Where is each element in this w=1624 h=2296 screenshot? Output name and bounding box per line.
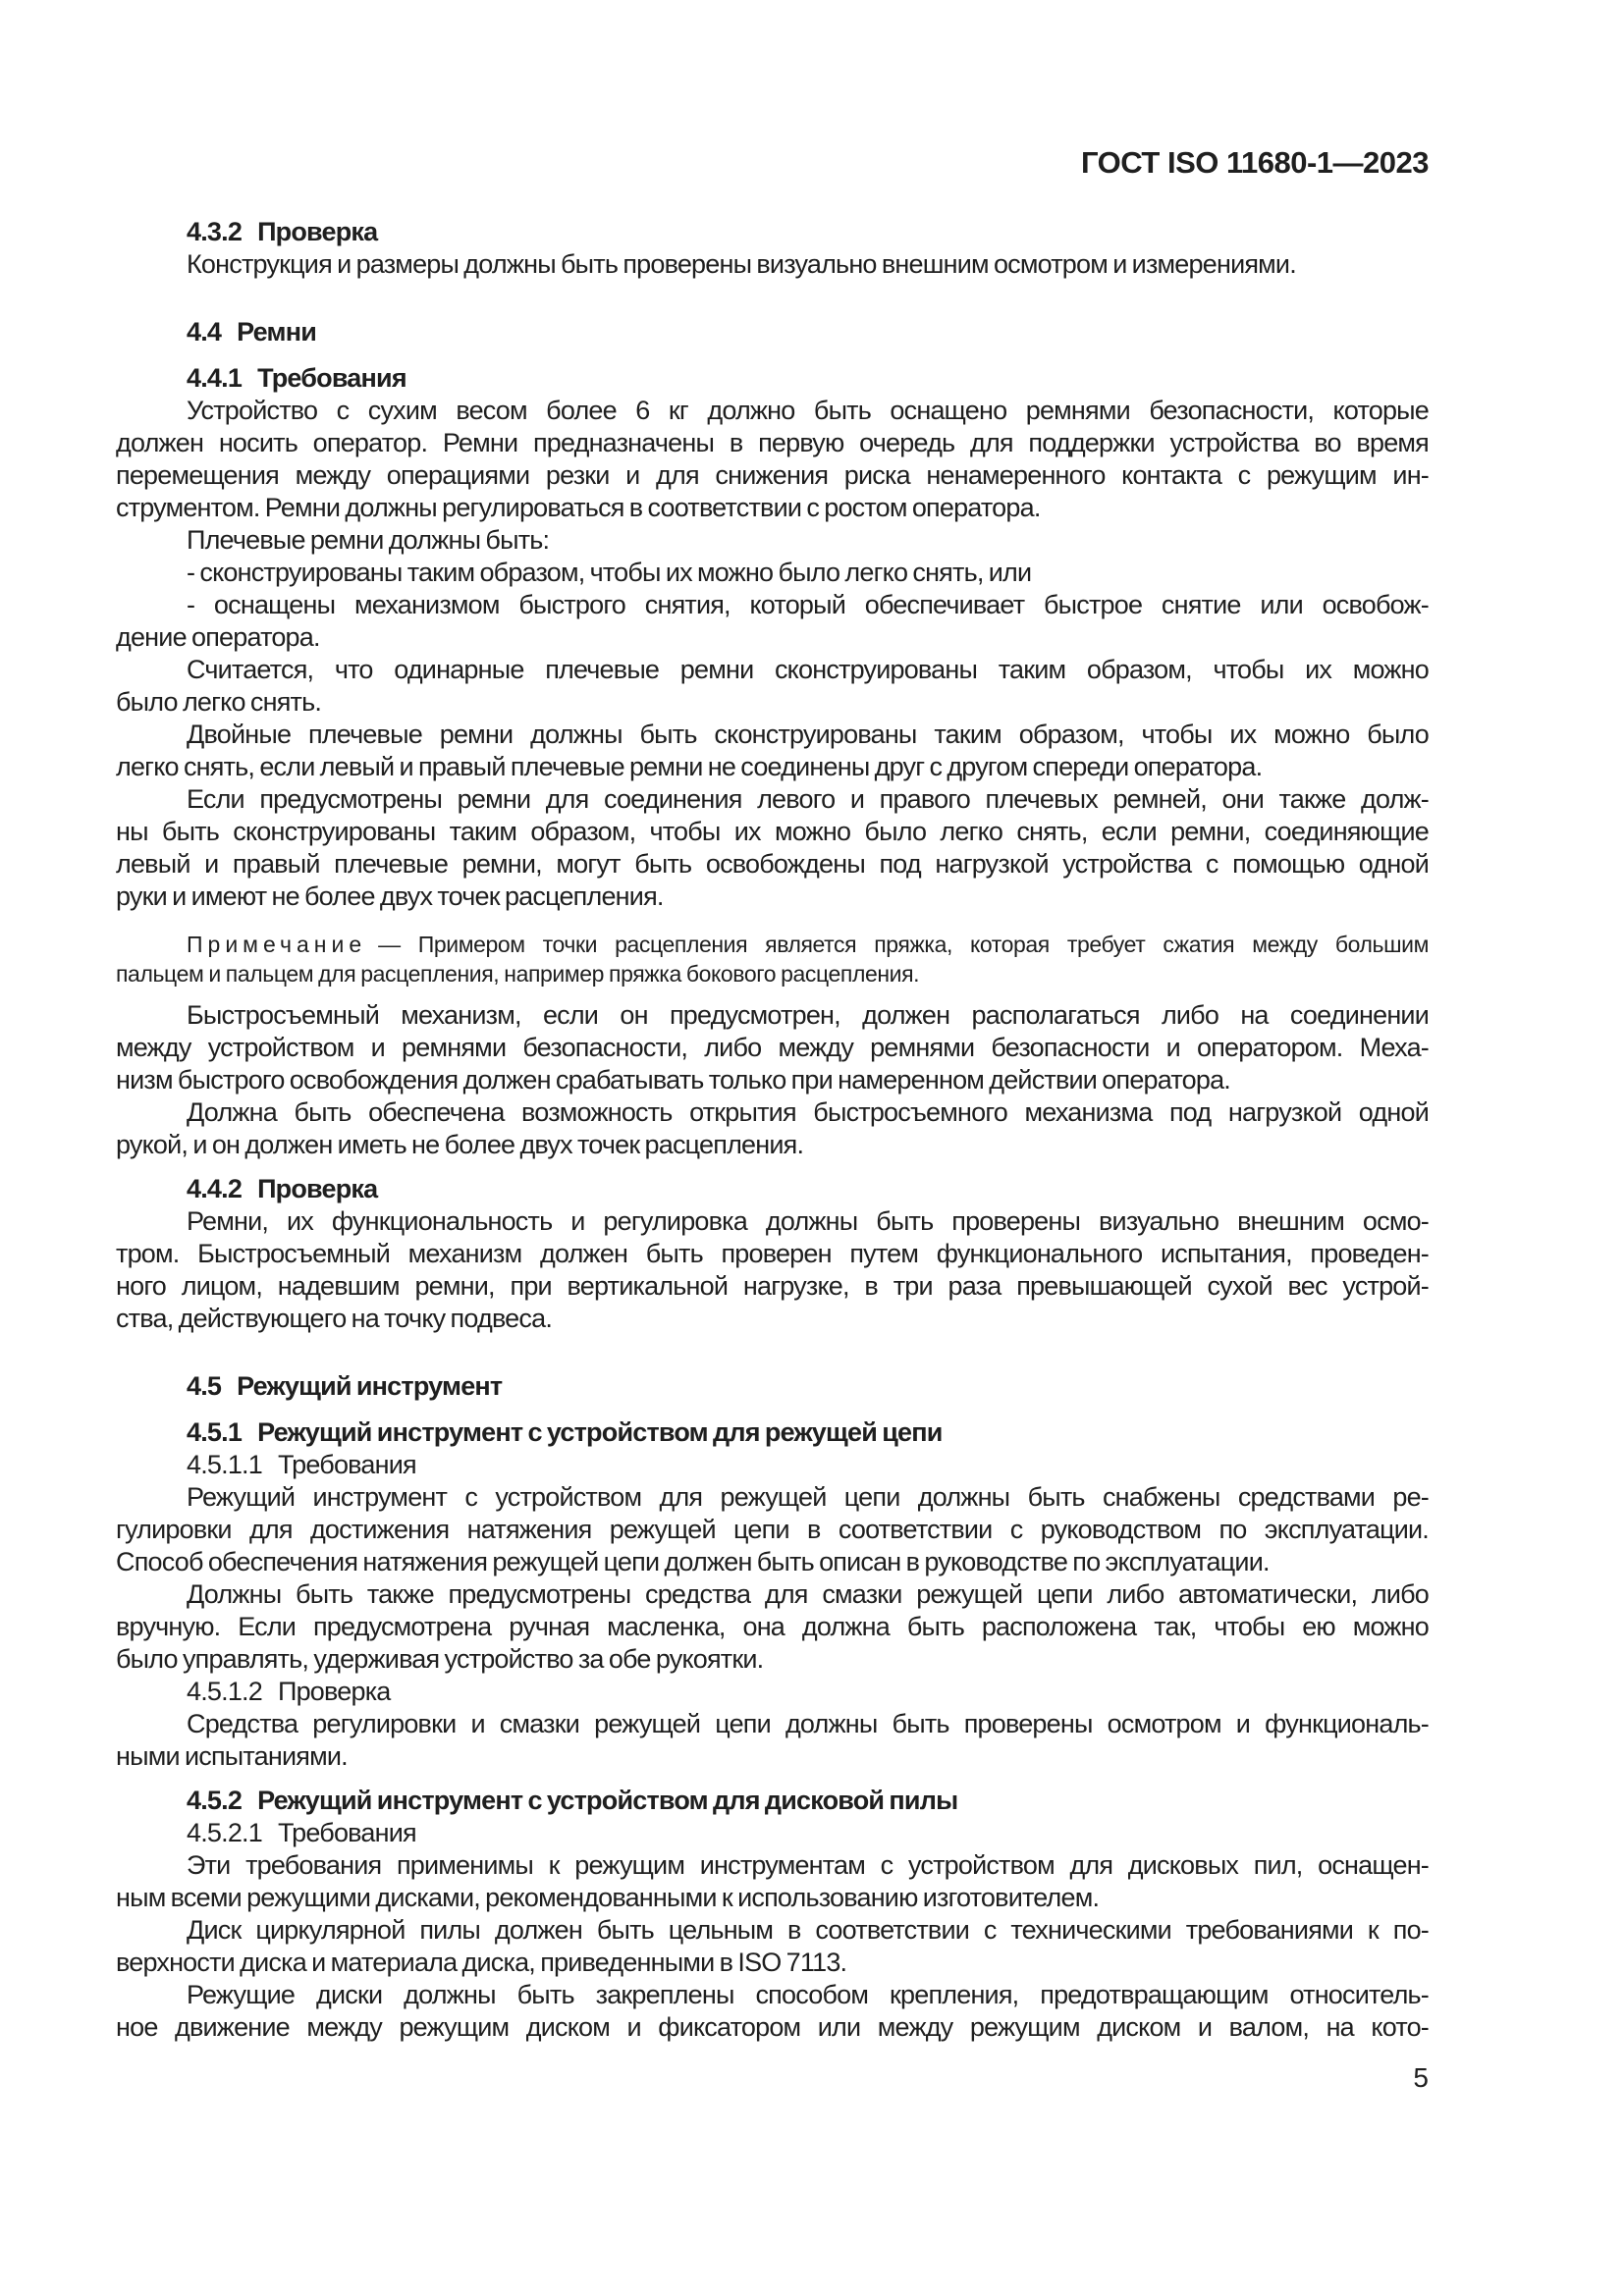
page-number: 5 [1413,2062,1429,2093]
text-line: Конструкция и размеры должны быть проверены визуально внешним осмотром и измерениями. [187,249,1296,279]
clause-number: 4.5.1.1 [187,1450,262,1479]
document-content [116,145,1429,2044]
heading-4-3-2 [116,216,1429,248]
clause-number: 4.4 [187,317,222,347]
heading-4-5-2-1 [116,1817,1429,1849]
heading-4-5-1-1 [116,1449,1429,1481]
text-line: было управлять, удерживая устройство за обе рукоятки. [116,1644,764,1674]
clause-title: Режущий инструмент с устройством для дисковой пилы [257,1786,958,1815]
paragraph [116,1914,1429,1979]
heading-4-5-2 [116,1785,1429,1817]
list-item [116,589,1429,654]
clause-title: Проверка [257,217,378,246]
heading-4-5-1 [116,1416,1429,1449]
clause-number: 4.4.2 [187,1174,243,1203]
paragraph [116,654,1429,719]
text-line: ны быть сконструированы таким образом, чтобы их можно было легко снять, если ремни, соединяющие [116,817,1429,846]
text-line: Способ обеспечения натяжения режущей цепи должен быть описан в руководстве по эксплуатации. [116,1547,1270,1576]
text-line: Средства регулировки и смазки режущей цепи должны быть проверены осмотром и функциональ- [187,1709,1429,1738]
clause-number: 4.3.2 [187,217,243,246]
paragraph [116,1205,1429,1335]
paragraph [116,395,1429,524]
paragraph [116,1849,1429,1914]
text-line: тром. Быстросъемный механизм должен быть проверен путем функционального испытания, проведен- [116,1239,1429,1268]
text-line: должен носить оператор. Ремни предназначены в первую очередь для поддержки устройства во время [116,428,1429,457]
text-line: верхности диска и материала диска, приведенными в ISO 7113. [116,1948,847,1977]
clause-number: 4.5 [187,1371,222,1401]
paragraph [116,1979,1429,2044]
text-line: Если предусмотрены ремни для соединения левого и правого плечевых ремней, они также долж- [187,784,1429,814]
text-line: дение оператора. [116,622,320,652]
heading-4-4 [116,316,1429,348]
heading-4-5-1-2 [116,1676,1429,1708]
clause-title: Проверка [277,1677,391,1706]
text-line: ное движение между режущим диском и фиксатором или между режущим диском и валом, на кото- [116,2012,1429,2042]
text-line: левый и правый плечевые ремни, могут быть освобождены под нагрузкой устройства с помощью одной [116,849,1429,879]
clause-number: 4.5.1.2 [187,1677,262,1706]
clause-title: Ремни [237,317,317,347]
text-line: низм быстрого освобождения должен срабатывать только при намеренном действии оператора. [116,1065,1230,1095]
note [116,930,1429,988]
text-line: Быстросъемный механизм, если он предусмотрен, должен располагаться либо на соединении [187,1000,1429,1030]
clause-title: Режущий инструмент с устройством для режущей цепи [257,1417,943,1447]
list-item [116,557,1429,589]
clause-title: Требования [277,1450,416,1479]
paragraph [116,719,1429,783]
paragraph [116,248,1429,281]
paragraph [116,1708,1429,1773]
heading-4-4-2 [116,1173,1429,1205]
clause-number: 4.5.1 [187,1417,243,1447]
text-line: ным всеми режущими дисками, рекомендованными к использованию изготовителем. [116,1883,1100,1912]
text-line: между устройством и ремнями безопасности, либо между ремнями безопасности и оператором. Меха- [116,1033,1429,1062]
heading-4-4-1 [116,362,1429,395]
clause-number: 4.5.2.1 [187,1818,262,1847]
text-line: легко снять, если левый и правый плечевые ремни не соединены друг с другом спереди оператора. [116,752,1263,781]
text-line: перемещения между операциями резки и для снижения риска ненамеренного контакта с режущим ин- [116,460,1429,490]
paragraph [116,999,1429,1096]
text-line: Ремни, их функциональность и регулировка должны быть проверены визуально внешним осмо- [187,1206,1429,1236]
paragraph [116,1481,1429,1578]
paragraph [116,524,1429,557]
text-line: пальцем и пальцем для расцепления, например пряжка бокового расцепления. [116,961,920,987]
text-line: было легко снять. [116,687,322,717]
text-line: Режущий инструмент с устройством для режущей цепи должны быть снабжены средствами ре- [187,1482,1429,1512]
text-line: Должна быть обеспечена возможность открытия быстросъемного механизма под нагрузкой одной [187,1097,1429,1127]
text-line: Считается, что одинарные плечевые ремни сконструированы таким образом, чтобы их можно [187,655,1429,684]
text-line: рукой, и он должен иметь не более двух точек расцепления. [116,1130,804,1159]
text-line: Режущие диски должны быть закреплены способом крепления, предотвращающим относитель- [187,1980,1429,2009]
text-line: - оснащены механизмом быстрого снятия, который обеспечивает быстрое снятие или освобож- [187,590,1429,619]
clause-title: Режущий инструмент [237,1371,503,1401]
document-body [116,216,1429,2044]
text-line: Двойные плечевые ремни должны быть сконструированы таким образом, чтобы их можно было [187,720,1429,749]
text-line: Устройство с сухим весом более 6 кг должно быть оснащено ремнями безопасности, которые [187,396,1429,425]
clause-title: Требования [277,1818,416,1847]
text-line: руки и имеют не более двух точек расцепления. [116,881,664,911]
note-label: Примечание [187,932,367,957]
text-line: ного лицом, надевшим ремни, при вертикальной нагрузке, в три раза превышающей сухой вес устрой- [116,1271,1429,1301]
text-line: струментом. Ремни должны регулироваться в соответствии с ростом оператора. [116,493,1041,522]
clause-title: Требования [257,363,406,393]
text-line: ными испытаниями. [116,1741,348,1771]
paragraph [116,783,1429,913]
heading-4-5 [116,1370,1429,1403]
text-line: - сконструированы таким образом, чтобы их можно было легко снять, или [187,558,1032,587]
text-line: Эти требования применимы к режущим инструментам с устройством для дисковых пил, оснащен- [187,1850,1429,1880]
paragraph [116,1096,1429,1161]
text-line: Диск циркулярной пилы должен быть цельным в соответствии с техническими требованиями к по- [187,1915,1429,1945]
document-header-code: ГОСТ ISO 11680-1—2023 [1081,145,1429,180]
text-line: Должны быть также предусмотрены средства для смазки режущей цепи либо автоматически, либо [187,1579,1429,1609]
paragraph [116,1578,1429,1676]
clause-title: Проверка [257,1174,378,1203]
clause-number: 4.5.2 [187,1786,243,1815]
text-line: Примечание — Примером точки расцепления является пряжка, которая требует сжатия между большим [187,932,1429,957]
text-line: гулировки для достижения натяжения режущей цепи в соответствии с руководством по эксплуатации. [116,1515,1429,1544]
clause-number: 4.4.1 [187,363,243,393]
text-line: Плечевые ремни должны быть: [187,525,550,555]
text-line: вручную. Если предусмотрена ручная масленка, она должна быть расположена так, чтобы ею можно [116,1612,1429,1641]
text-line: ства, действующего на точку подвеса. [116,1304,553,1333]
